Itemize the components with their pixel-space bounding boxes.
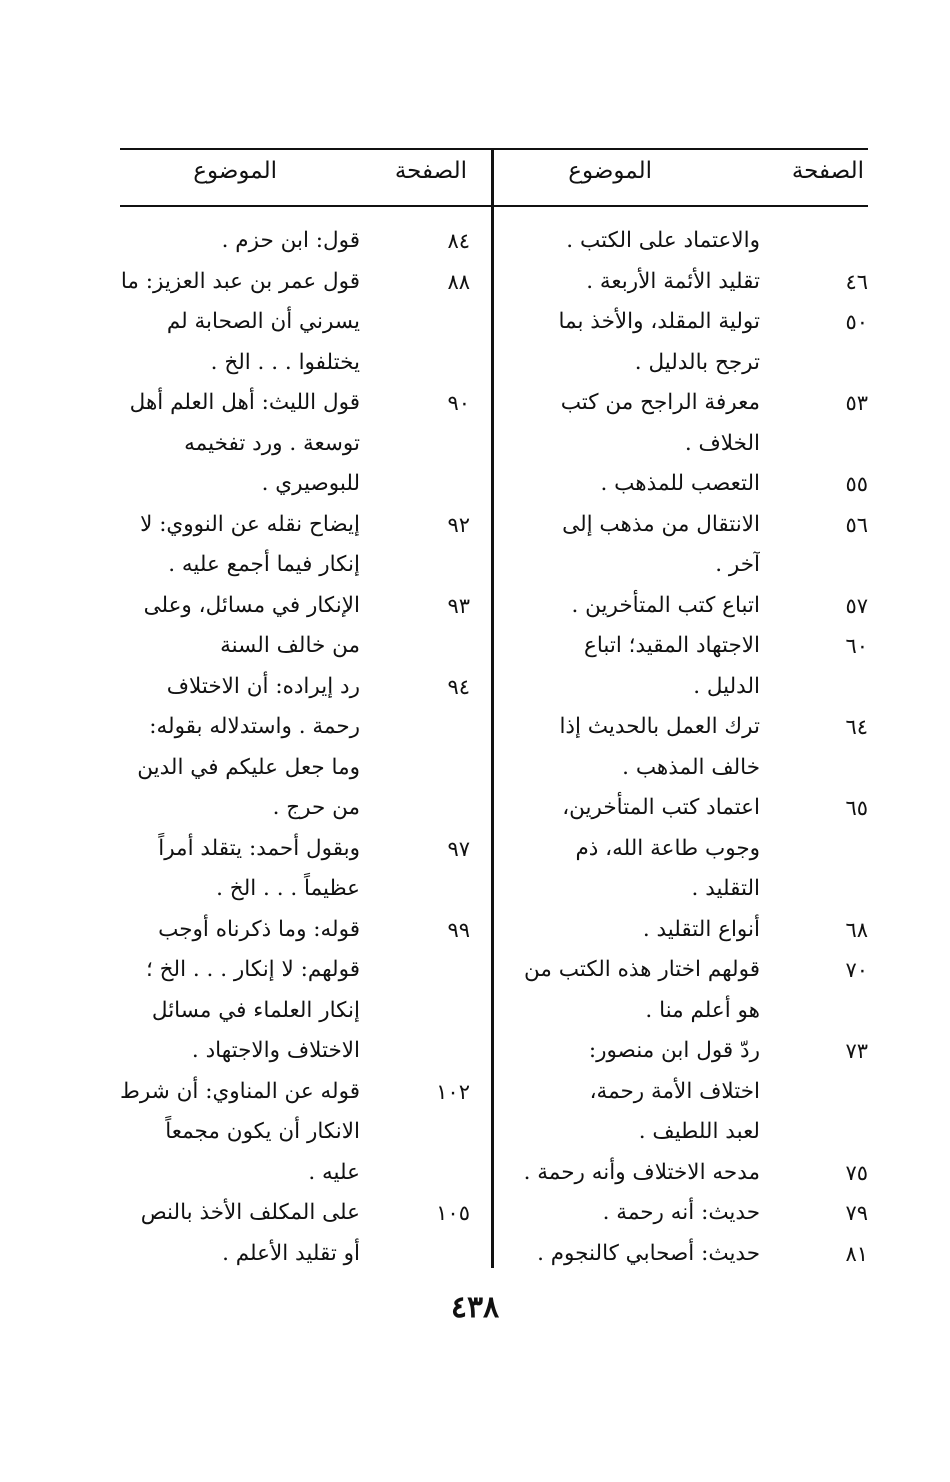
index-entry (510, 950, 868, 1031)
entry-page-number: ٨٨ (447, 269, 470, 294)
entry-page-number: ٥٥ (845, 472, 868, 496)
entry-topic-line: اختلاف الأمة رحمة، (589, 1078, 760, 1104)
entry-topic-line: من خالف السنة (220, 633, 360, 658)
entry-topic-line: وما جعل عليكم في الدين (137, 754, 360, 780)
entry-topic-line: أنواع التقليد . (642, 916, 760, 942)
entry-topic-line: إنكار العلماء في مسائل (151, 997, 360, 1023)
entry-topic-line: آخر . (715, 552, 760, 577)
entry-page-number: ٩٣ (447, 593, 470, 618)
left-header-topic: الموضوع (193, 158, 277, 184)
entry-page-number: ٧٥ (845, 1160, 868, 1185)
entry-topic-line: يختلفوا . . . الخ . (210, 349, 360, 375)
entry-page-number: ٩٩ (447, 917, 470, 942)
index-entry (510, 586, 868, 627)
index-entry (120, 586, 480, 667)
entry-page-number: ٦٠ (845, 634, 868, 658)
right-header-page: الصفحة (791, 158, 864, 184)
index-entry (120, 383, 480, 505)
right-header-topic: الموضوع (568, 158, 652, 184)
entry-topic-line: الدليل . (693, 673, 760, 699)
entry-topic-line: على المكلف الأخذ بالنص (140, 1200, 360, 1225)
index-entry (510, 505, 868, 586)
index-entry (120, 262, 480, 384)
entry-topic-line: الاختلاف والاجتهاد . (191, 1038, 360, 1063)
entry-topic-line: الانكار أن يكون مجمعاً (165, 1119, 360, 1144)
index-entry (120, 505, 480, 586)
index-entry (510, 221, 868, 262)
index-entry (510, 1153, 868, 1194)
index-entry (510, 910, 868, 951)
entry-page-number: ٨٤ (447, 229, 470, 253)
entry-topic-line: اتباع كتب المتأخرين . (571, 592, 760, 618)
index-entry (510, 464, 868, 505)
left-index-column (120, 221, 480, 1274)
entry-topic-line: قولهم: لا إنكار . . . الخ ؛ (145, 957, 360, 982)
entry-topic-line: الاجتهاد المقيد؛ اتباع (584, 633, 760, 658)
entry-topic-line: هو أعلم منا . (645, 997, 760, 1023)
index-entry (510, 1193, 868, 1234)
entry-page-number: ١٠٥ (436, 1201, 470, 1225)
header-bottom-rule (120, 205, 868, 207)
entry-topic-line: قول عمر بن عبد العزيز: ما (120, 268, 360, 294)
index-entry (120, 1072, 480, 1194)
entry-page-number: ٩٧ (447, 836, 470, 861)
entry-page-number: ١٠٢ (436, 1079, 470, 1104)
entry-page-number: ٦٥ (845, 796, 868, 820)
entry-topic-line: قولهم اختار هذه الكتب من (524, 957, 760, 982)
index-entry (120, 1193, 480, 1274)
right-index-column (510, 221, 868, 1274)
entry-page-number: ٧٩ (845, 1201, 868, 1225)
entry-topic-line: حديث: أصحابي كالنجوم . (537, 1240, 760, 1266)
entry-topic-line: إنكار فيما أجمع عليه . (168, 552, 360, 577)
index-entry (120, 667, 480, 829)
entry-topic-line: تقليد الأئمة الأربعة . (586, 268, 760, 294)
entry-topic-line: معرفة الراجح من كتب (560, 390, 760, 415)
index-entry (510, 1031, 868, 1153)
entry-topic-line: عليه . (308, 1159, 360, 1185)
entry-topic-line: للبوصيري . (261, 471, 360, 496)
entry-topic-line: قول الليث: أهل العلم أهل (129, 390, 360, 415)
index-entry (510, 707, 868, 788)
entry-page-number: ٨١ (845, 1241, 868, 1266)
entry-topic-line: التعصب للمذهب . (600, 471, 760, 496)
entry-page-number: ٥٣ (845, 391, 868, 415)
entry-page-number: ٩٢ (447, 512, 470, 537)
entry-topic-line: من حرج . (272, 795, 360, 820)
entry-topic-line: يسرني أن الصحابة لم (166, 309, 360, 334)
entry-topic-line: والاعتماد على الكتب . (566, 228, 760, 253)
entry-topic-line: أو تقليد الأعلم . (222, 1240, 360, 1266)
entry-topic-line: وجوب طاعة الله، ذم (575, 835, 760, 861)
index-entry (510, 302, 868, 383)
entry-page-number: ٧٠ (845, 958, 868, 982)
left-header-page: الصفحة (394, 158, 467, 184)
entry-page-number: ٥٦ (845, 512, 868, 537)
entry-page-number: ٥٠ (845, 310, 868, 334)
entry-page-number: ٦٤ (845, 715, 868, 739)
entry-page-number: ٩٤ (447, 674, 470, 699)
entry-topic-line: قوله: وما ذكرناه أوجب (158, 916, 360, 942)
page-number: ٤٣٨ (450, 1290, 500, 1325)
index-entry (120, 829, 480, 910)
entry-topic-line: توسعة . ورد تفخيمه (184, 430, 360, 456)
entry-topic-line: خالف المذهب . (622, 754, 760, 780)
entry-topic-line: اعتماد كتب المتأخرين، (562, 795, 760, 820)
index-entry (120, 221, 480, 262)
entry-topic-line: ترجح بالدليل . (634, 349, 760, 375)
entry-topic-line: قول: ابن حزم . (221, 228, 360, 253)
entry-topic-line: مدحه الاختلاف وأنه رحمة . (523, 1159, 760, 1185)
entry-topic-line: عظيماً . . . الخ . (216, 876, 360, 901)
entry-topic-line: تولية المقلد، والأخذ بما (558, 309, 760, 334)
table-top-rule (120, 148, 868, 150)
entry-topic-line: ردّ قول ابن منصور: (588, 1038, 760, 1063)
index-entry (510, 788, 868, 910)
entry-page-number: ٤٦ (845, 269, 868, 294)
entry-topic-line: لعبد اللطيف . (638, 1119, 760, 1144)
entry-topic-line: الخلاف . (684, 430, 760, 456)
index-entry (510, 626, 868, 707)
entry-page-number: ٧٣ (845, 1039, 868, 1063)
entry-topic-line: الانتقال من مذهب إلى (562, 511, 760, 537)
entry-topic-line: حديث: أنه رحمة . (602, 1200, 760, 1225)
entry-topic-line: الإنكار في مسائل، وعلى (143, 592, 360, 618)
entry-page-number: ٩٠ (447, 391, 470, 415)
entry-topic-line: إيضاح نقله عن النووي: لا (140, 511, 360, 537)
entry-page-number: ٥٧ (845, 593, 868, 618)
entry-page-number: ٦٨ (845, 917, 868, 942)
index-entry (510, 383, 868, 464)
entry-topic-line: رد إيراده: أن الاختلاف (166, 673, 360, 699)
entry-topic-line: قوله عن المناوي: أن شرط (120, 1078, 360, 1104)
index-entry (120, 910, 480, 1072)
entry-topic-line: ترك العمل بالحديث إذا (559, 714, 760, 739)
column-divider (491, 148, 494, 1268)
entry-topic-line: وبقول أحمد: يتقلد أمراً (158, 835, 360, 861)
entry-topic-line: رحمة . واستدلاله بقوله: (149, 714, 360, 739)
entry-topic-line: التقليد . (691, 876, 760, 901)
index-entry (510, 262, 868, 303)
index-entry (510, 1234, 868, 1275)
